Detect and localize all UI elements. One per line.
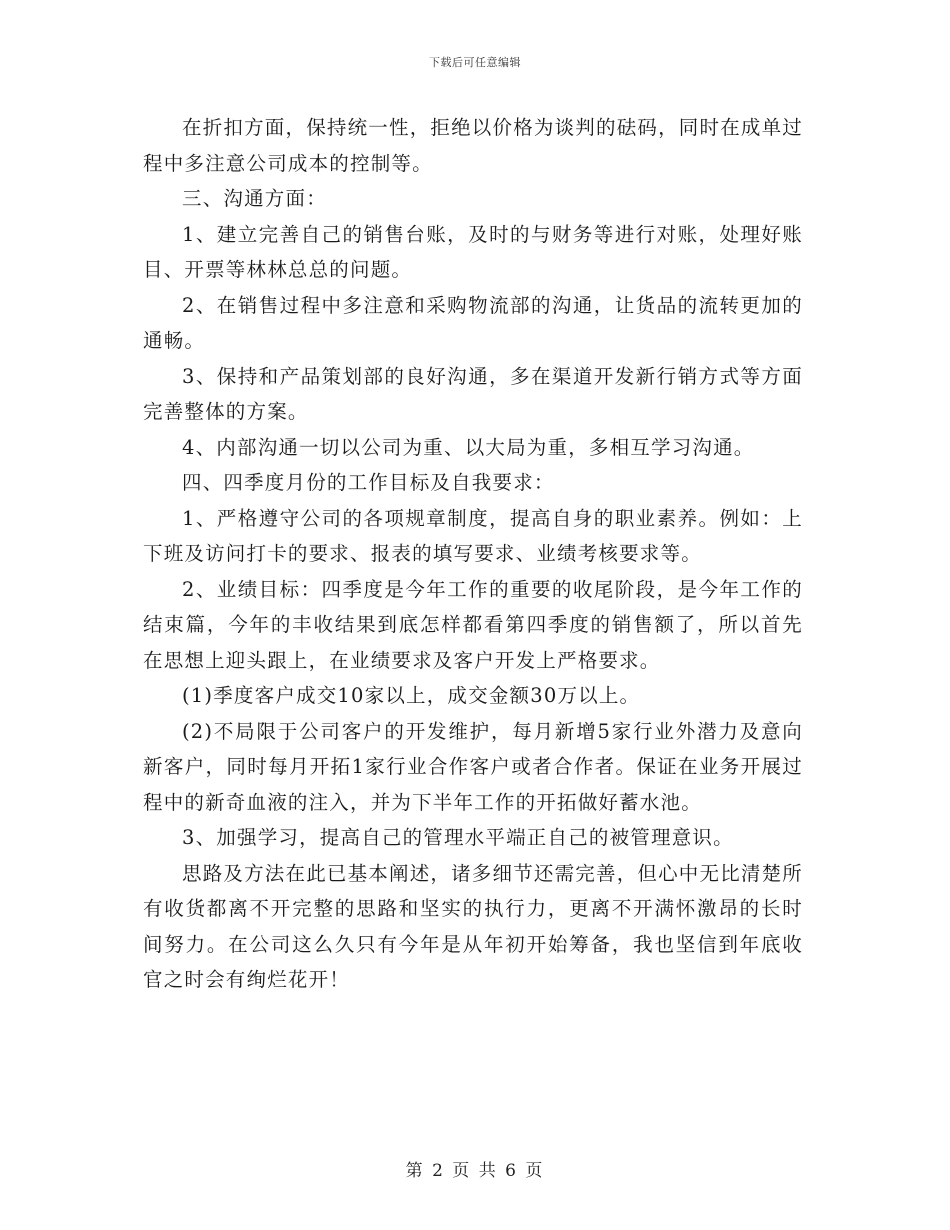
paragraph: 2、业绩目标：四季度是今年工作的重要的收尾阶段，是今年工作的结束篇，今年的丰收结果到底怎样都看第四季度的销售额了，所以首先在思想上迎头跟上，在业绩要求及客户开发上严格要求。 [143, 577, 803, 672]
paragraph: 4、内部沟通一切以公司为重、以大局为重，多相互学习沟通。 [182, 435, 755, 459]
paragraph: (2)不局限于公司客户的开发维护，每月新增5家行业外潜力及意向新客户，同时每月开拓1家行业合作客户或者合作者。保证在业务开展过程中的新奇血液的注入，并为下半年工作的开拓做好蓄水池。 [143, 719, 803, 814]
paragraph: (1)季度客户成交10家以上，成交金额30万以上。 [182, 684, 641, 707]
paragraph: 3、保持和产品策划部的良好沟通，多在渠道开发新行销方式等方面完善整体的方案。 [143, 364, 803, 423]
document-body [143, 110, 803, 998]
paragraph: 在折扣方面，保持统一性，拒绝以价格为谈判的砝码，同时在成单过程中多注意公司成本的控制等。 [143, 116, 804, 175]
paragraph: 1、建立完善自己的销售台账，及时的与财务等进行对账，处理好账目、开票等林林总总的问题。 [143, 222, 803, 281]
paragraph: 思路及方法在此已基本阐述，诸多细节还需完善，但心中无比清楚所有收货都离不开完整的思路和坚实的执行力，更离不开满怀激昂的长时间努力。在公司这么久只有今年是从年初开始筹备，我也坚信到年底收官之时会有绚烂花开！ [143, 861, 804, 991]
section-heading: 四、四季度月份的工作目标及自我要求： [182, 471, 555, 494]
page-number-footer: 第 2 页 共 6 页 [405, 1161, 545, 1181]
paragraph: 1、严格遵守公司的各项规章制度，提高自身的职业素养。例如：上下班及访问打卡的要求、报表的填写要求、业绩考核要求等。 [143, 506, 803, 565]
section-heading: 三、沟通方面： [182, 187, 327, 210]
paragraph: 2、在销售过程中多注意和采购物流部的沟通，让货品的流转更加的通畅。 [143, 293, 803, 352]
page-header: 下载后可任意编辑 [429, 56, 521, 69]
paragraph: 3、加强学习，提高自己的管理水平端正自己的被管理意识。 [182, 826, 734, 849]
